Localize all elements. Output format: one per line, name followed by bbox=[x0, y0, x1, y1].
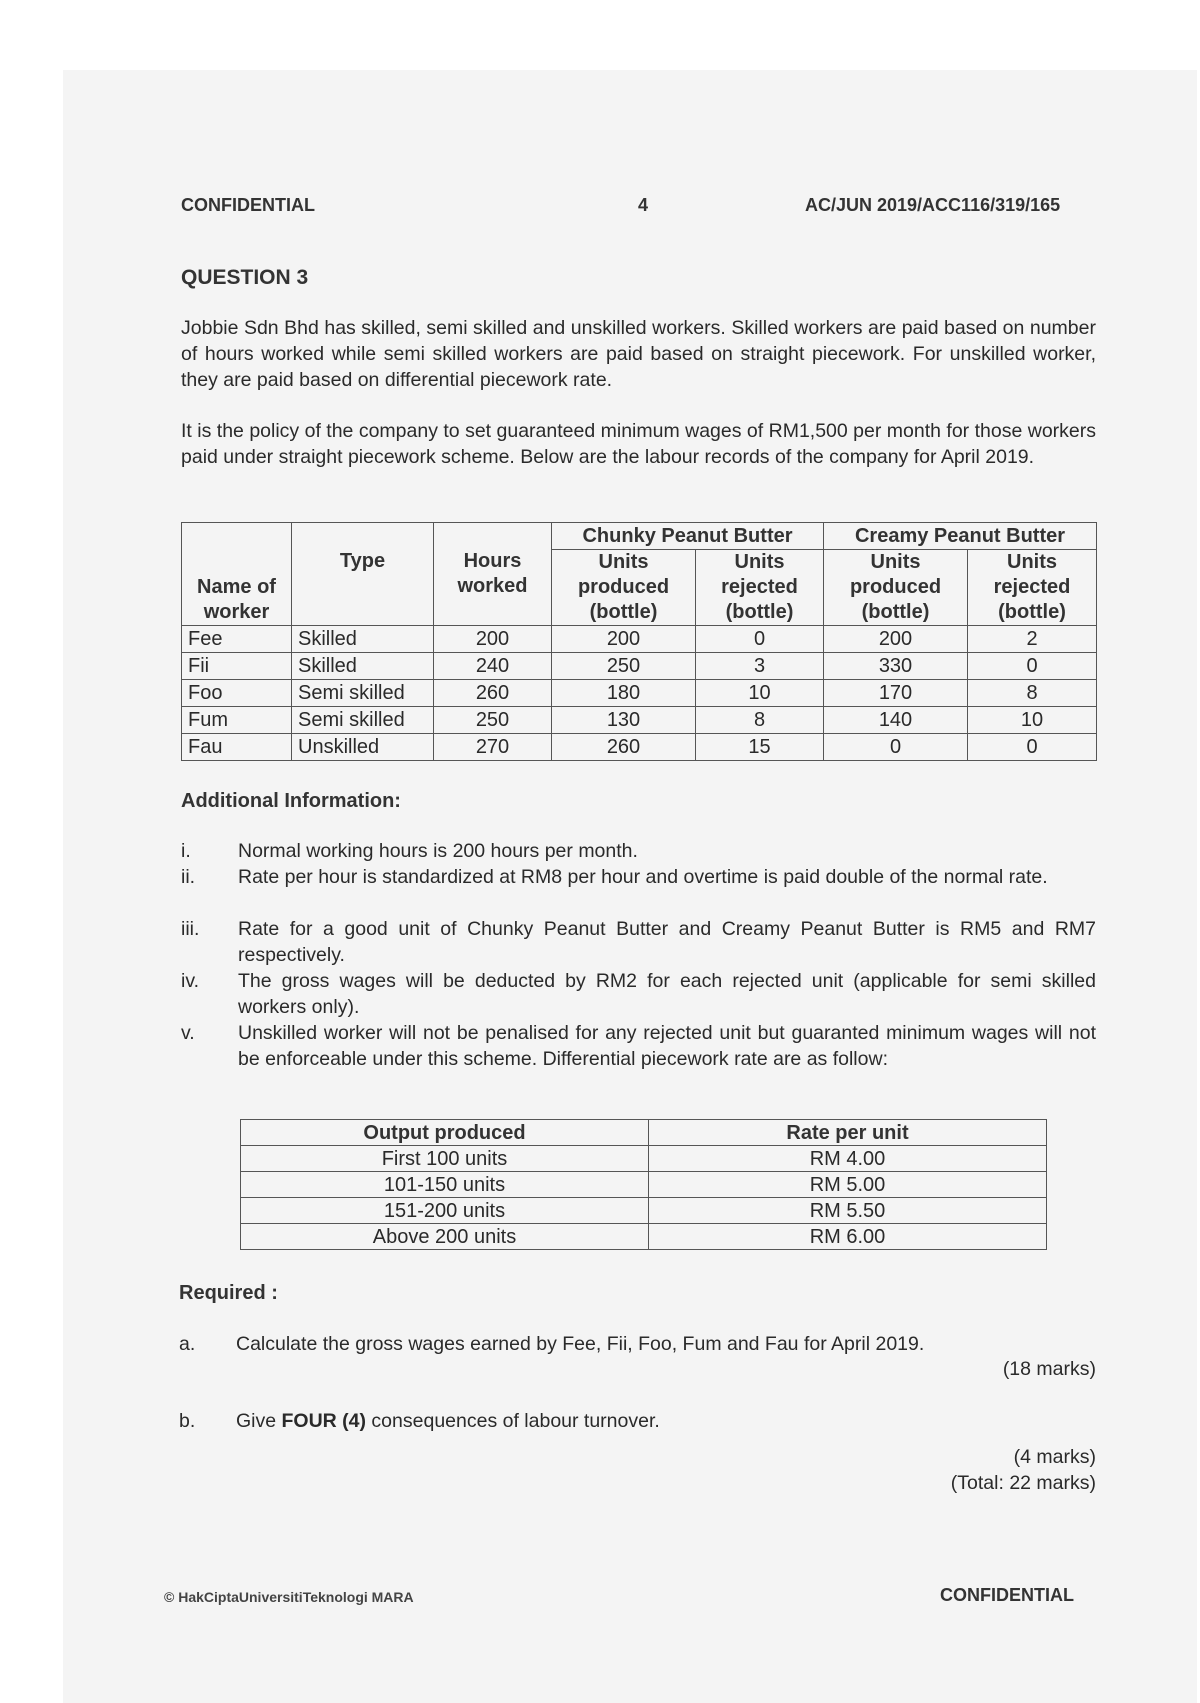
cell-hours: 270 bbox=[434, 734, 552, 761]
question-b-marks: (4 marks) bbox=[1013, 1446, 1096, 1468]
question-a-text: Calculate the gross wages earned by Fee, Fii, Foo, Fum and Fau for April 2019. bbox=[236, 1333, 925, 1355]
cell-creamy-produced: 200 bbox=[824, 626, 968, 653]
cell-chunky-produced: 130 bbox=[552, 707, 696, 734]
cell-rate: RM 5.00 bbox=[649, 1172, 1047, 1198]
cell-creamy-rejected: 2 bbox=[968, 626, 1097, 653]
policy-paragraph: It is the policy of the company to set guaranteed minimum wages of RM1,500 per month for those workers paid under straight piecework scheme. Below are the labour records of the company for April 2019. bbox=[181, 420, 1096, 468]
question-a-marks: (18 marks) bbox=[1002, 1358, 1096, 1380]
cell-type: Skilled bbox=[292, 653, 434, 680]
cell-output: Above 200 units bbox=[241, 1224, 649, 1250]
table-row bbox=[241, 1198, 1047, 1224]
cell-chunky-rejected: 0 bbox=[696, 626, 824, 653]
list-item-text: Normal working hours is 200 hours per month. bbox=[238, 840, 638, 862]
cell-hours: 260 bbox=[434, 680, 552, 707]
col-header-creamy-rejected: Units rejected (bottle) bbox=[968, 550, 1097, 626]
cell-chunky-produced: 250 bbox=[552, 653, 696, 680]
cell-output: First 100 units bbox=[241, 1146, 649, 1172]
list-item-text: Unskilled worker will not be penalised for any rejected unit but guaranted minimum wages will not be enforceable under this scheme. Differential piecework rate are as follow: bbox=[238, 1022, 1096, 1070]
differential-rate-table bbox=[240, 1119, 1047, 1250]
cell-chunky-produced: 180 bbox=[552, 680, 696, 707]
question-b-text bbox=[236, 1410, 660, 1433]
cell-type: Semi skilled bbox=[292, 707, 434, 734]
cell-type: Semi skilled bbox=[292, 680, 434, 707]
cell-chunky-rejected: 8 bbox=[696, 707, 824, 734]
cell-type: Skilled bbox=[292, 626, 434, 653]
table-row bbox=[182, 653, 1097, 680]
table-row bbox=[182, 734, 1097, 761]
question-title: QUESTION 3 bbox=[181, 266, 309, 289]
col-header-rate: Rate per unit bbox=[649, 1120, 1047, 1146]
total-marks: (Total: 22 marks) bbox=[950, 1472, 1096, 1494]
cell-rate: RM 4.00 bbox=[649, 1146, 1047, 1172]
list-item-number: ii. bbox=[181, 866, 196, 888]
col-header-chunky-produced: Units produced (bottle) bbox=[552, 550, 696, 626]
footer-confidential: CONFIDENTIAL bbox=[940, 1585, 1074, 1605]
cell-output: 151-200 units bbox=[241, 1198, 649, 1224]
cell-creamy-produced: 330 bbox=[824, 653, 968, 680]
col-header-creamy-produced: Units produced (bottle) bbox=[824, 550, 968, 626]
intro-paragraph: Jobbie Sdn Bhd has skilled, semi skilled and unskilled workers. Skilled workers are paid based on number of hours worked while semi skilled workers are paid based on straight piecework. For unskilled worker, they are paid based on differential piecework rate. bbox=[181, 317, 1096, 391]
cell-chunky-produced: 260 bbox=[552, 734, 696, 761]
table-row bbox=[182, 707, 1097, 734]
cell-rate: RM 5.50 bbox=[649, 1198, 1047, 1224]
col-header-chunky-rejected: Units rejected (bottle) bbox=[696, 550, 824, 626]
cell-output: 101-150 units bbox=[241, 1172, 649, 1198]
cell-hours: 250 bbox=[434, 707, 552, 734]
cell-creamy-rejected: 10 bbox=[968, 707, 1097, 734]
question-b-label: b. bbox=[179, 1410, 196, 1432]
table-row bbox=[182, 626, 1097, 653]
cell-name: Fee bbox=[182, 626, 292, 653]
header-confidential: CONFIDENTIAL bbox=[181, 195, 315, 215]
cell-creamy-produced: 0 bbox=[824, 734, 968, 761]
question-b-text-post: consequences of labour turnover. bbox=[366, 1410, 660, 1432]
table-row bbox=[241, 1224, 1047, 1250]
cell-chunky-produced: 200 bbox=[552, 626, 696, 653]
list-item-number: iv. bbox=[181, 970, 200, 992]
cell-chunky-rejected: 3 bbox=[696, 653, 824, 680]
list-item-number: iii. bbox=[181, 918, 200, 940]
cell-creamy-rejected: 0 bbox=[968, 653, 1097, 680]
cell-creamy-produced: 170 bbox=[824, 680, 968, 707]
table-row bbox=[241, 1146, 1047, 1172]
group-header-chunky: Chunky Peanut Butter bbox=[552, 523, 824, 550]
table-row bbox=[241, 1172, 1047, 1198]
list-item-number: v. bbox=[181, 1022, 195, 1044]
question-b-text-pre: Give bbox=[236, 1410, 282, 1432]
list-item-number: i. bbox=[181, 840, 191, 862]
copyright-footer: © HakCiptaUniversitiTeknologi MARA bbox=[164, 1589, 414, 1605]
cell-rate: RM 6.00 bbox=[649, 1224, 1047, 1250]
question-a-label: a. bbox=[179, 1333, 196, 1355]
page-number: 4 bbox=[638, 195, 649, 215]
labour-records-table bbox=[181, 522, 1097, 761]
cell-type: Unskilled bbox=[292, 734, 434, 761]
cell-creamy-produced: 140 bbox=[824, 707, 968, 734]
cell-name: Fum bbox=[182, 707, 292, 734]
required-title: Required : bbox=[179, 1282, 278, 1304]
col-header-hours: Hours worked bbox=[434, 523, 552, 626]
table-row bbox=[182, 680, 1097, 707]
cell-name: Fii bbox=[182, 653, 292, 680]
paper-code: AC/JUN 2019/ACC116/319/165 bbox=[805, 195, 1061, 215]
cell-name: Fau bbox=[182, 734, 292, 761]
additional-info-title: Additional Information: bbox=[181, 790, 401, 812]
col-header-output: Output produced bbox=[241, 1120, 649, 1146]
cell-hours: 240 bbox=[434, 653, 552, 680]
cell-creamy-rejected: 8 bbox=[968, 680, 1097, 707]
cell-chunky-rejected: 15 bbox=[696, 734, 824, 761]
col-header-type: Type bbox=[292, 523, 434, 626]
cell-hours: 200 bbox=[434, 626, 552, 653]
cell-creamy-rejected: 0 bbox=[968, 734, 1097, 761]
cell-chunky-rejected: 10 bbox=[696, 680, 824, 707]
question-b-text-bold: FOUR (4) bbox=[281, 1410, 367, 1432]
cell-name: Foo bbox=[182, 680, 292, 707]
list-item-text: Rate for a good unit of Chunky Peanut Butter and Creamy Peanut Butter is RM5 and RM7 respectively. bbox=[238, 918, 1096, 966]
list-item-text: Rate per hour is standardized at RM8 per hour and overtime is paid double of the normal rate. bbox=[238, 866, 1048, 888]
group-header-creamy: Creamy Peanut Butter bbox=[824, 523, 1097, 550]
col-header-name: Name of worker bbox=[182, 523, 292, 626]
list-item-text: The gross wages will be deducted by RM2 for each rejected unit (applicable for semi skilled workers only). bbox=[238, 970, 1096, 1018]
